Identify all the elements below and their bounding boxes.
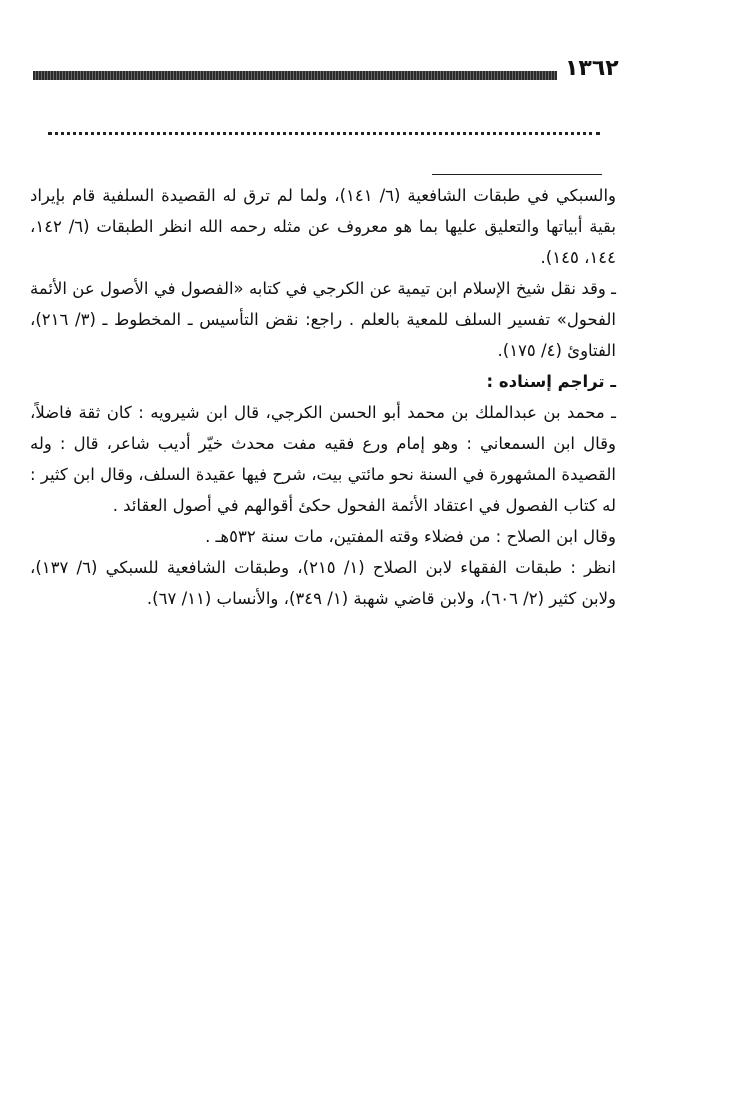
section-heading-isnad: ـ تراجم إسناده :: [486, 372, 616, 391]
dotted-separator: [48, 132, 600, 135]
header-rule: [33, 71, 557, 80]
paragraph-ibn-taymiyya: ـ وقد نقل شيخ الإسلام ابن تيمية عن الكرجي في كتابه «الفصول في الأصول عن الأئمة الفحول» تفسير السلف للمعية بالعلم . راجع: نقض التأسيس ـ المخطوط ـ (٣/ ٢١٦)، الفتاوئ (٤/ ١٧٥).: [30, 279, 616, 360]
paragraph-biography: ـ محمد بن عبدالملك بن محمد أبو الحسن الكرجي، قال ابن شيرويه : كان ثقة فاضلاً، وقال ابن السمعاني : وهو إمام ورع فقيه مفت محدث خيّر أديب شاعر، قال : وله القصيدة المشهورة في السنة نحو مائتي بيت، شرح فيها عقيدة السلف، وقال ابن كثير : له كتاب الفصول في اعتقاد الأئمة الفحول حكئ أقوالهم في أصول العقائد .: [30, 403, 616, 515]
footnotes-body: [30, 180, 616, 614]
page-number: ١٣٦٢: [565, 56, 619, 81]
paragraph-ibn-salah: وقال ابن الصلاح : من فضلاء وقته المفتين، مات سنة ٥٣٢هـ .: [205, 527, 616, 546]
footnote-rule: [432, 174, 602, 175]
paragraph-references: انظر : طبقات الفقهاء لابن الصلاح (١/ ٢١٥)، وطبقات الشافعية للسبكي (٦/ ١٣٧)، ولابن كثير (٢/ ٦٠٦)، ولابن قاضي شهبة (١/ ٣٤٩)، والأنساب (١١/ ٦٧).: [30, 558, 616, 608]
paragraph-subki: والسبكي في طبقات الشافعية (٦/ ١٤١)، ولما لم ترق له القصيدة السلفية قام بإيراد بقية أبياتها والتعليق عليها بما هو معروف عن مثله رحمه الله انظر الطبقات (٦/ ١٤٢، ١٤٤، ١٤٥).: [30, 186, 617, 267]
